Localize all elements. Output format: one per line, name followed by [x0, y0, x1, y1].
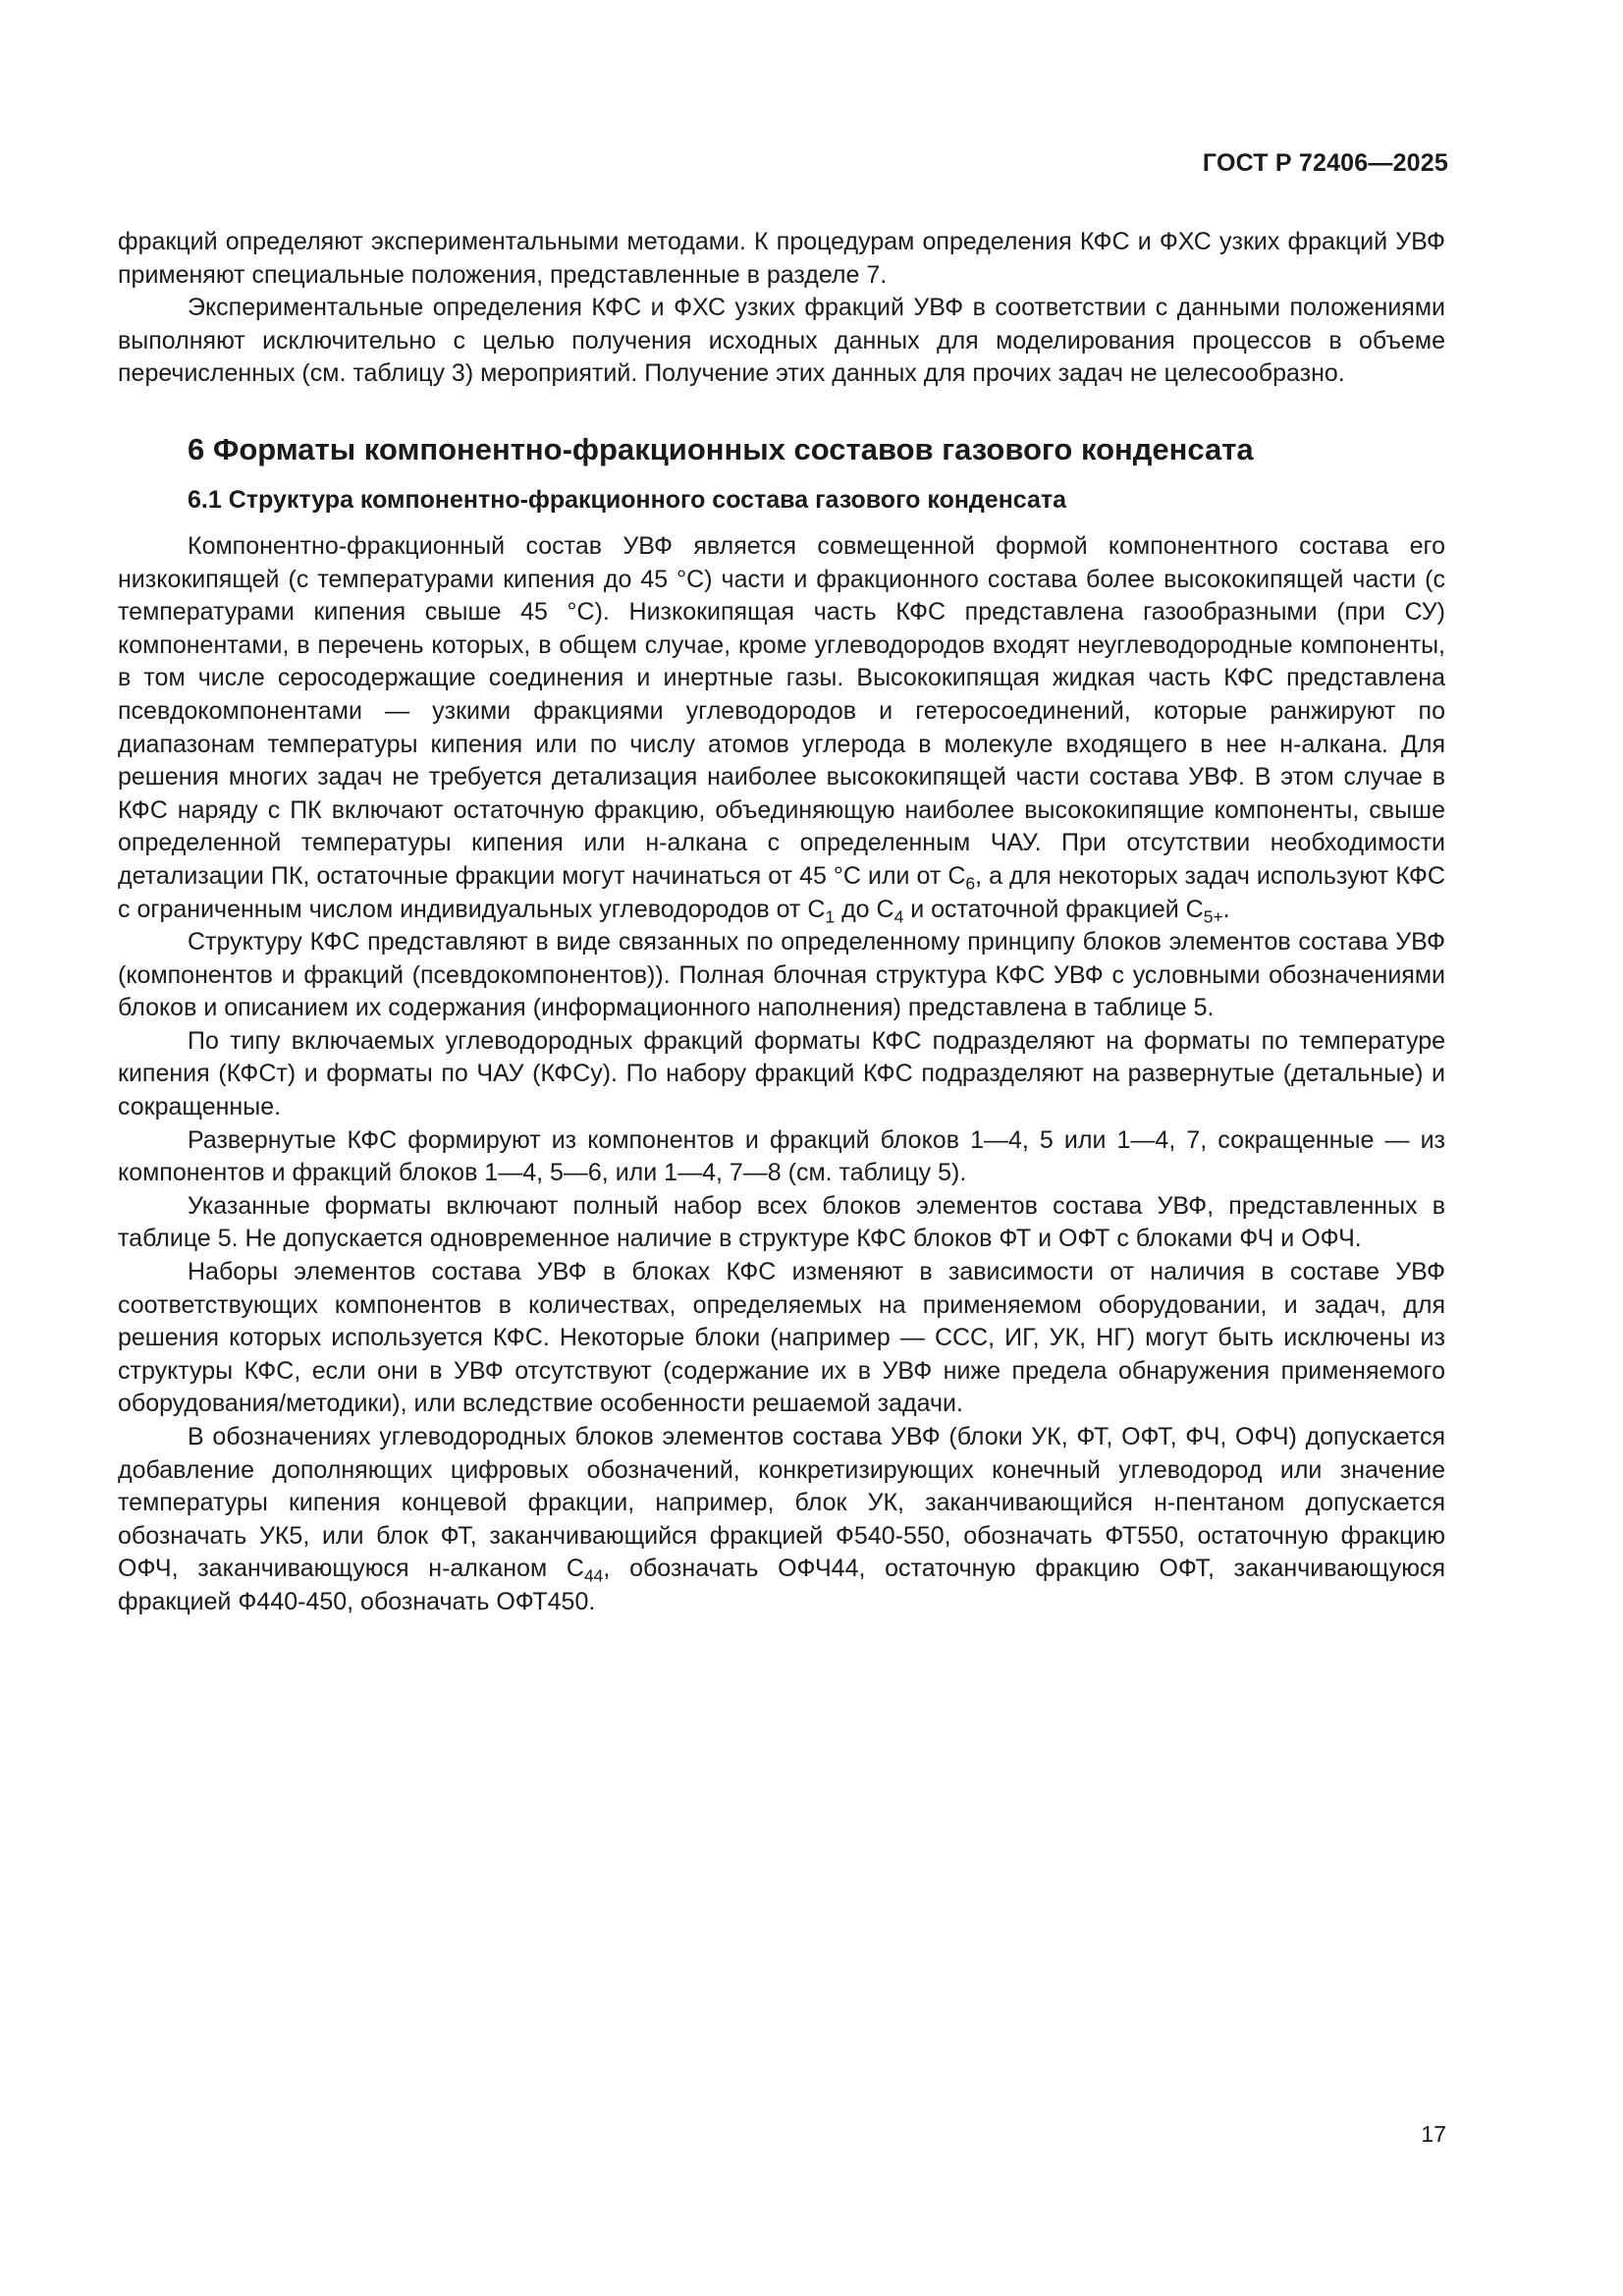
- paragraph-format-blocks: Указанные форматы включают полный набор всех блоков элементов состава УВФ, представленных в таблице 5. Не допускается одновременное наличие в структуре КФС блоков ФТ и ОФТ с блоками ФЧ и ОФЧ.: [118, 1191, 1445, 1253]
- paragraph-expanded-kfs: Развернутые КФС формируют из компонентов и фракций блоков 1—4, 5 или 1—4, 7, сокращенные — из компонентов и фракций блоков 1—4, 5—6, или 1—4, 7—8 (см. таблицу 5).: [118, 1125, 1445, 1187]
- page-body: [118, 226, 1445, 1619]
- paragraph-continuation: фракций определяют экспериментальными методами. К процедурам определения КФС и ФХС узких фракций УВФ применяют специальные положения, представленные в разделе 7.: [118, 228, 1445, 289]
- paragraph-kfs-formats: По типу включаемых углеводородных фракций форматы КФС подразделяют на форматы по температуре кипения (КФСт) и форматы по ЧАУ (КФСу). По набору фракций КФС подразделяют на развернутые (детальные) и сокращенные.: [118, 1026, 1445, 1121]
- paragraph-element-sets: Наборы элементов состава УВФ в блоках КФС изменяют в зависимости от наличия в составе УВФ соответствующих компонентов в количествах, определяемых на применяемом оборудовании, и задач, для решения которых используется КФС. Некоторые блоки (например — ССС, ИГ, УК, НГ) могут быть исключены из структуры КФС, если они в УВФ отсутствуют (содержание их в УВФ ниже предела обнаружения применяемого оборудования/методики), или вследствие особенности решаемой задачи.: [118, 1258, 1445, 1418]
- paragraph-kfs-structure: Структуру КФС представляют в виде связанных по определенному принципу блоков элементов состава УВФ (компонентов и фракций (псевдокомпонентов)). Полная блочная структура КФС УВФ с условными обозначениями блоков и описанием их содержания (информационного наполнения) представлена в таблице 5.: [118, 928, 1445, 1022]
- document-code-header: ГОСТ Р 72406—2025: [1202, 149, 1448, 177]
- page-number: 17: [1421, 2121, 1446, 2147]
- paragraph-kfs-definition: Компонентно-фракционный состав УВФ является совмещенной формой компонентного состава его низкокипящей (с температурами кипения до 45 °С) части и фракционного состава более высококипящей части (с температурами кипения свыше 45 °С). Низкокипящая часть КФС представлена газообразными (при СУ) компонентами, в перечень которых, в общем случае, кроме углеводородов входят неуглеводородные компоненты, в том числе серосодержащие соединения и инертные газы. Высококипящая жидкая часть КФС представлена псевдокомпонентами — узкими фракциями углеводородов и гетеросоединений, которые ранжируют по диапазонам температуры кипения или по числу атомов углерода в молекуле входящего в нее н-алкана. Для решения многих задач не требуется детализация наиболее высококипящей части состава УВФ. В этом случае в КФС наряду с ПК включают остаточную фракцию, объединяющую наиболее высококипящие компоненты, свыше определенной температуры кипения или н-алкана с определенным ЧАУ. При отсутствии необходимости детализации ПК, остаточные фракции могут начинаться от 45 °С или от $С_6$, а для некоторых задач используют КФС с ограниченным числом индивидуальных углеводородов от $С_1$ до $С_4$ и остаточной фракцией $С_{5+}$.: [118, 531, 1445, 926]
- paragraph-experimental-definitions: Экспериментальные определения КФС и ФХС узких фракций УВФ в соответствии с данными положениями выполняют исключительно с целью получения исходных данных для моделирования процессов в объеме перечисленных (см. таблицу 3) мероприятий. Получение этих данных для прочих задач не целесообразно.: [118, 294, 1445, 388]
- section-6-heading: 6 Форматы компонентно-фракционных составов газового конденсата: [188, 431, 1254, 466]
- paragraph-block-designations: В обозначениях углеводородных блоков элементов состава УВФ (блоки УК, ФТ, ОФТ, ФЧ, ОФЧ) допускается добавление дополняющих цифровых обозначений, конкретизирующих конечный углеводород или значение температуры кипения концевой фракции, например, блок УК, заканчивающийся н-пентаном допускается обозначать УК5, или блок ФТ, заканчивающийся фракцией Ф540-550, обозначать ФТ550, остаточную фракцию ОФЧ, заканчивающуюся н-алканом $С_{44}$, обозначать ОФЧ44, остаточную фракцию ОФТ, заканчивающуюся фракцией Ф440-450, обозначать ОФТ450.: [118, 1423, 1445, 1615]
- section-6-1-heading: 6.1 Структура компонентно-фракционного состава газового конденсата: [188, 485, 1067, 514]
